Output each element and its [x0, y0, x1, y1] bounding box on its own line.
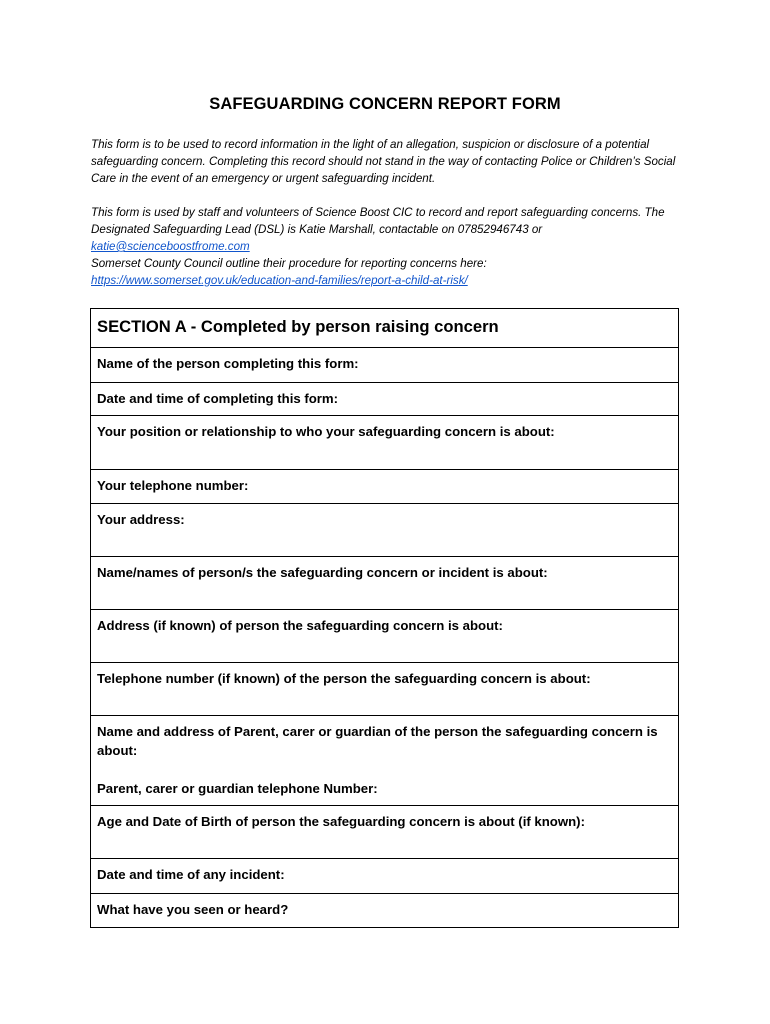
form-row [91, 716, 679, 806]
form-row [91, 859, 679, 894]
council-procedure-link[interactable]: https://www.somerset.gov.uk/education-and-families/report-a-child-at-risk/ [91, 274, 468, 287]
form-row [91, 504, 679, 557]
field-your-address[interactable]: Your address: [91, 504, 679, 557]
field-address-of-person-concern[interactable]: Address (if known) of person the safeguarding concern is about: [91, 610, 679, 663]
field-parent-carer-guardian[interactable] [91, 716, 679, 806]
section-title: SECTION A - Completed by person raising concern [91, 309, 679, 348]
intro-paragraph-2 [91, 204, 691, 289]
field-position-relationship[interactable]: Your position or relationship to who your safeguarding concern is about: [91, 416, 679, 470]
dsl-email-link[interactable]: katie@scienceboostfrome.com [91, 240, 250, 253]
intro-paragraph-1-text: This form is to be used to record information in the light of an allegation, suspicion or disclosure of a potential safeguarding concern. Completing this record should not stand in the way of contacting Police or Children’s Social Care in the event of an emergency or urgent safeguarding incident. [91, 138, 676, 185]
form-row [91, 663, 679, 716]
section-header-row [91, 309, 679, 348]
field-date-time-incident[interactable]: Date and time of any incident: [91, 859, 679, 894]
field-telephone-of-person-concern[interactable]: Telephone number (if known) of the person the safeguarding concern is about: [91, 663, 679, 716]
dsl-contact-text: This form is used by staff and volunteers of Science Boost CIC to record and report safeguarding concerns. The Designated Safeguarding Lead (DSL) is Katie Marshall, contactable on 07852946743 or [91, 206, 665, 236]
form-row [91, 470, 679, 504]
parent-carer-guardian-label: Name and address of Parent, carer or guardian of the person the safeguarding concern is about: [97, 724, 658, 758]
form-row [91, 806, 679, 859]
form-row [91, 416, 679, 470]
form-row [91, 557, 679, 610]
section-a-table [90, 308, 679, 928]
form-row [91, 348, 679, 383]
field-age-date-of-birth[interactable]: Age and Date of Birth of person the safeguarding concern is about (if known): [91, 806, 679, 859]
council-procedure-text: Somerset County Council outline their procedure for reporting concerns here: [91, 257, 487, 270]
form-row [91, 894, 679, 928]
page-title: SAFEGUARDING CONCERN REPORT FORM [209, 95, 561, 113]
field-your-telephone[interactable]: Your telephone number: [91, 470, 679, 504]
form-row [91, 383, 679, 416]
field-names-of-persons-concern[interactable]: Name/names of person/s the safeguarding concern or incident is about: [91, 557, 679, 610]
field-name-of-person-completing[interactable]: Name of the person completing this form: [91, 348, 679, 383]
guardian-telephone-label: Parent, carer or guardian telephone Number: [97, 781, 378, 796]
form-row [91, 610, 679, 663]
field-date-time-completing[interactable]: Date and time of completing this form: [91, 383, 679, 416]
field-what-seen-heard[interactable]: What have you seen or heard? [91, 894, 679, 928]
intro-paragraph-1 [91, 136, 691, 187]
